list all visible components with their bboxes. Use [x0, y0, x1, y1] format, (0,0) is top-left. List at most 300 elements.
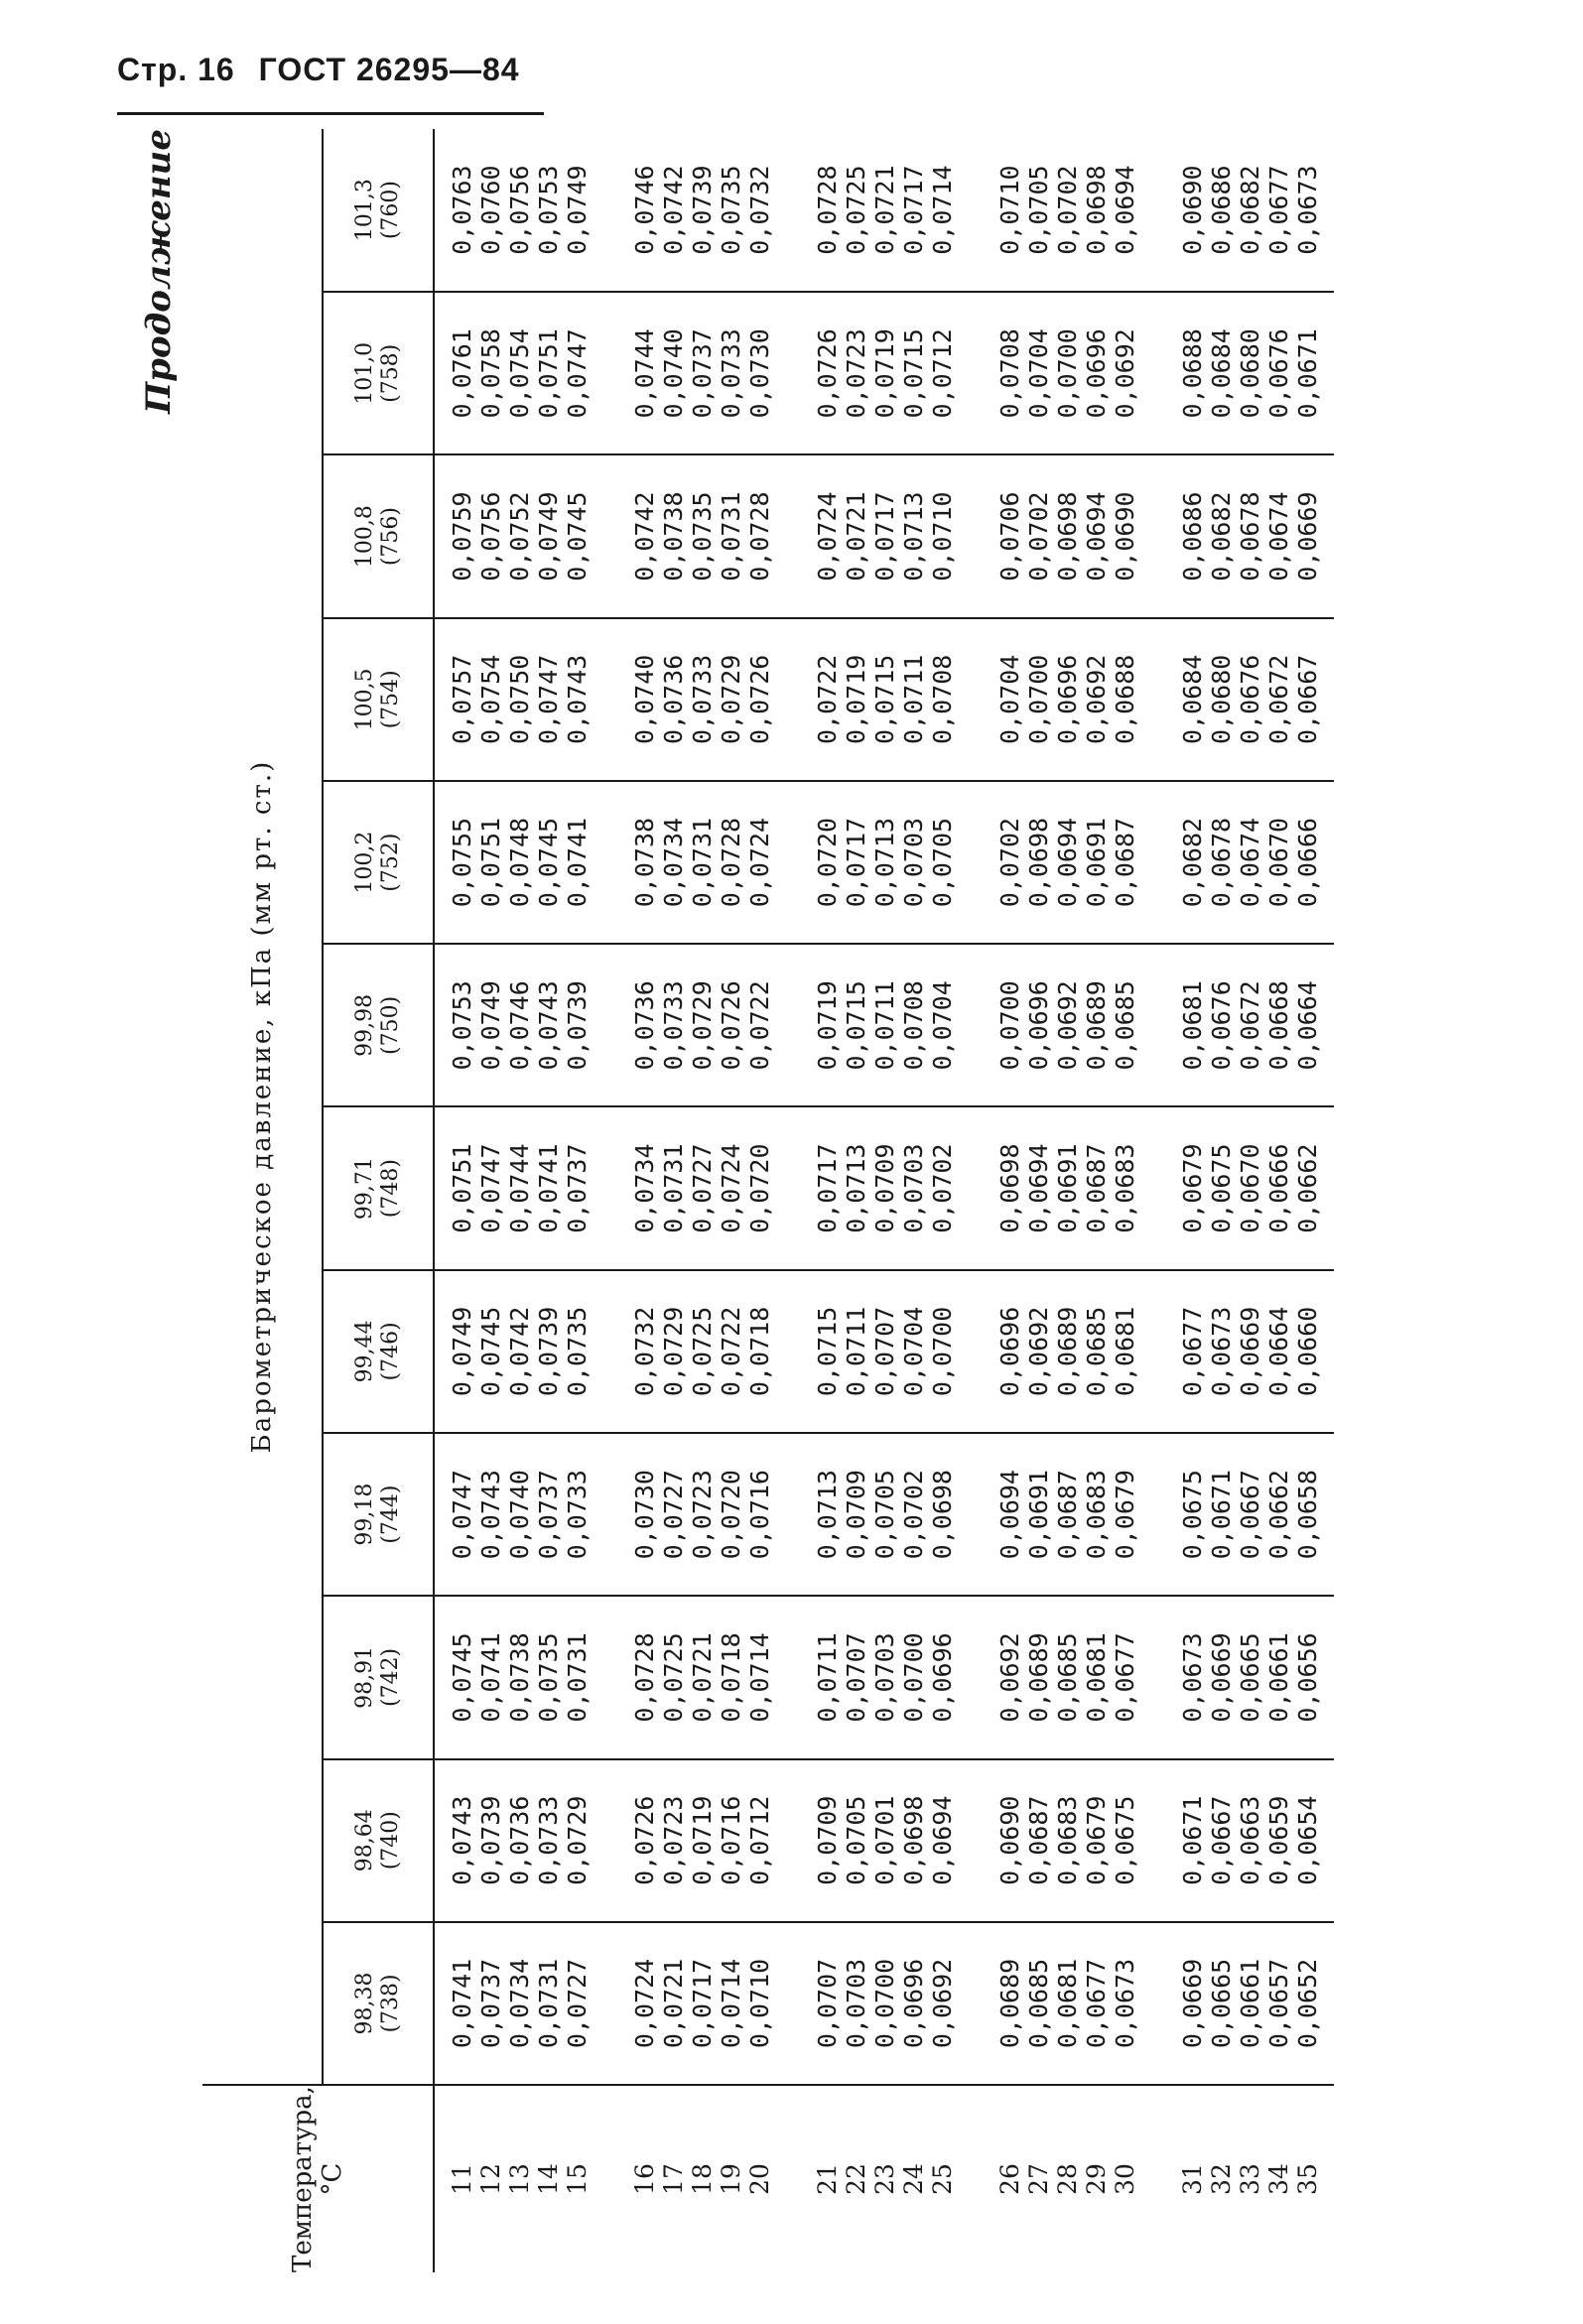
- temperature-value: 35: [1292, 2163, 1322, 2195]
- table-value: 0,0666: [1263, 1143, 1293, 1233]
- table-value: 0,0730: [744, 328, 774, 419]
- table-value: 0,0725: [687, 1306, 717, 1397]
- value-cell: [1151, 292, 1334, 454]
- table-value: 0,0682: [1177, 817, 1207, 908]
- page-header: [117, 52, 534, 121]
- value-cell: [1151, 944, 1334, 1106]
- table-value: 0,0700: [1023, 654, 1053, 744]
- table-value: 0,0664: [1292, 980, 1322, 1071]
- table-value: 0,0709: [869, 1143, 899, 1233]
- table-value: 0,0687: [1110, 817, 1139, 908]
- table-value: 0,0708: [898, 980, 928, 1071]
- table-value: 0,0710: [744, 1958, 774, 2049]
- value-cell: [1151, 1433, 1334, 1596]
- table-value: 0,0746: [629, 165, 659, 255]
- table-value: 0,0714: [927, 165, 957, 255]
- table-value: 0,0694: [1023, 1143, 1053, 1233]
- pressure-mmhg: (748): [378, 1159, 403, 1219]
- table-value: 0,0709: [812, 1795, 842, 1885]
- pressure-mmhg: (740): [378, 1811, 403, 1871]
- table-value: 0,0720: [716, 1470, 745, 1560]
- table-value: 0,0689: [1081, 980, 1111, 1071]
- table-value: 0,0739: [562, 980, 592, 1071]
- table-value: 0,0731: [687, 817, 717, 908]
- table-value: 0,0720: [812, 817, 842, 908]
- table-value: 0,0756: [504, 165, 534, 255]
- value-cell: [786, 944, 969, 1106]
- table-value: 0,0675: [1177, 1470, 1207, 1560]
- pressure-mmhg: (758): [378, 343, 403, 403]
- table-value: 0,0733: [716, 328, 745, 419]
- table-value: 0,0737: [687, 328, 717, 419]
- table-value: 0,0747: [562, 328, 592, 419]
- table-value: 0,0685: [1081, 1306, 1111, 1397]
- table-value: 0,0683: [1110, 1143, 1139, 1233]
- pressure-kpa: 101,3: [352, 179, 377, 242]
- pressure-column-header: [323, 1922, 434, 2085]
- value-cell: [969, 1596, 1151, 1758]
- temperature-cell: [969, 2085, 1151, 2272]
- table-value: 0,0728: [812, 165, 842, 255]
- table-value: 0,0671: [1177, 1795, 1207, 1885]
- table-value: 0,0715: [869, 654, 899, 744]
- table-value: 0,0721: [658, 1958, 688, 2049]
- table-value: 0,0751: [533, 328, 563, 419]
- table-value: 0,0741: [533, 1143, 563, 1233]
- table-value: 0,0675: [1206, 1143, 1236, 1233]
- value-cell: [786, 292, 969, 454]
- table-value: 0,0741: [475, 1632, 505, 1723]
- table-value: 0,0763: [447, 165, 476, 255]
- table-value: 0,0722: [716, 1306, 745, 1397]
- table-value: 0,0728: [744, 491, 774, 581]
- table-value: 0,0679: [1177, 1143, 1207, 1233]
- table-value: 0,0676: [1235, 654, 1264, 744]
- table-value: 0,0739: [687, 165, 717, 255]
- table-value: 0,0748: [504, 817, 534, 908]
- table-value: 0,0698: [898, 1795, 928, 1885]
- table-value: 0,0667: [1292, 654, 1322, 744]
- table-value: 0,0733: [533, 1795, 563, 1885]
- table-value: 0,0728: [716, 817, 745, 908]
- pressure-correction-table: [202, 129, 1334, 2272]
- table-value: 0,0708: [927, 654, 957, 744]
- table-value: 0,0747: [447, 1470, 476, 1560]
- table-value: 0,0696: [1023, 980, 1053, 1071]
- table-value: 0,0689: [1023, 1632, 1053, 1723]
- table-value: 0,0723: [841, 328, 870, 419]
- value-cell: [603, 1596, 786, 1758]
- table-value: 0,0743: [562, 654, 592, 744]
- table-row: [603, 129, 786, 2272]
- table-value: 0,0671: [1292, 328, 1322, 419]
- table-value: 0,0690: [1110, 491, 1139, 581]
- table-value: 0,0711: [812, 1632, 842, 1723]
- table-value: 0,0751: [475, 817, 505, 908]
- table-value: 0,0721: [841, 491, 870, 581]
- value-cell: [786, 1759, 969, 1922]
- pressure-kpa: 98,91: [352, 1645, 377, 1709]
- value-cell: [969, 129, 1151, 292]
- table-value: 0,0698: [994, 1143, 1024, 1233]
- table-value: 0,0700: [927, 1306, 957, 1397]
- table-value: 0,0670: [1235, 1143, 1264, 1233]
- table-value: 0,0726: [629, 1795, 659, 1885]
- value-cell: [1151, 781, 1334, 944]
- table-value: 0,0700: [869, 1958, 899, 2049]
- pressure-column-header: [323, 1270, 434, 1433]
- value-cell: [969, 944, 1151, 1106]
- temperature-value: 22: [841, 2163, 870, 2195]
- table-value: 0,0741: [447, 1958, 476, 2049]
- table-value: 0,0685: [1110, 980, 1139, 1071]
- value-cell: [1151, 618, 1334, 781]
- table-value: 0,0731: [562, 1632, 592, 1723]
- table-value: 0,0703: [898, 1143, 928, 1233]
- table-value: 0,0690: [1177, 165, 1207, 255]
- table-value: 0,0735: [562, 1306, 592, 1397]
- value-cell: [434, 129, 603, 292]
- value-cell: [434, 1433, 603, 1596]
- table-value: 0,0669: [1292, 491, 1322, 581]
- table-value: 0,0670: [1263, 817, 1293, 908]
- table-value: 0,0700: [994, 980, 1024, 1071]
- table-value: 0,0742: [504, 1306, 534, 1397]
- table-value: 0,0681: [1081, 1632, 1111, 1723]
- value-cell: [434, 1107, 603, 1270]
- value-cell: [969, 1759, 1151, 1922]
- table-value: 0,0735: [687, 491, 717, 581]
- table-value: 0,0686: [1177, 491, 1207, 581]
- table-value: 0,0698: [1052, 491, 1082, 581]
- temperature-value: 31: [1177, 2163, 1207, 2195]
- table-value: 0,0749: [475, 980, 505, 1071]
- table-value: 0,0692: [1023, 1306, 1053, 1397]
- table-value: 0,0745: [447, 1632, 476, 1723]
- table-value: 0,0700: [1052, 328, 1082, 419]
- table-value: 0,0696: [1081, 328, 1111, 419]
- table-value: 0,0732: [629, 1306, 659, 1397]
- temperature-value: 19: [716, 2163, 745, 2195]
- table-value: 0,0713: [869, 817, 899, 908]
- table-value: 0,0691: [1023, 1470, 1053, 1560]
- table-value: 0,0711: [841, 1306, 870, 1397]
- table-value: 0,0702: [1052, 165, 1082, 255]
- table-value: 0,0727: [562, 1958, 592, 2049]
- table-value: 0,0665: [1206, 1958, 1236, 2049]
- table-value: 0,0725: [658, 1632, 688, 1723]
- temperature-value: 13: [504, 2163, 534, 2195]
- table-value: 0,0722: [744, 980, 774, 1071]
- value-cell: [434, 454, 603, 617]
- table-value: 0,0722: [812, 654, 842, 744]
- value-cell: [434, 1922, 603, 2085]
- table-value: 0,0692: [1052, 980, 1082, 1071]
- table-value: 0,0658: [1292, 1470, 1322, 1560]
- table-value: 0,0678: [1206, 817, 1236, 908]
- table-value: 0,0707: [812, 1958, 842, 2049]
- table-value: 0,0740: [504, 1470, 534, 1560]
- pressure-column-header: [323, 781, 434, 944]
- temperature-value: 11: [447, 2163, 476, 2195]
- table-value: 0,0724: [812, 491, 842, 581]
- temperature-value: 34: [1263, 2163, 1293, 2195]
- temperature-value: 28: [1052, 2163, 1082, 2195]
- table-value: 0,0692: [1110, 328, 1139, 419]
- table-value: 0,0666: [1292, 817, 1322, 908]
- table-value: 0,0745: [475, 1306, 505, 1397]
- table-value: 0,0739: [475, 1795, 505, 1885]
- table-value: 0,0671: [1206, 1470, 1236, 1560]
- table-value: 0,0760: [475, 165, 505, 255]
- table-value: 0,0754: [504, 328, 534, 419]
- table-value: 0,0709: [841, 1470, 870, 1560]
- table-value: 0,0661: [1263, 1632, 1293, 1723]
- value-cell: [603, 1433, 786, 1596]
- pressure-kpa: 99,71: [352, 1157, 377, 1221]
- table-value: 0,0724: [716, 1143, 745, 1233]
- table-value: 0,0688: [1110, 654, 1139, 744]
- table-value: 0,0707: [869, 1306, 899, 1397]
- table-value: 0,0724: [629, 1958, 659, 2049]
- table-value: 0,0710: [994, 165, 1024, 255]
- table-value: 0,0747: [475, 1143, 505, 1233]
- table-value: 0,0723: [658, 1795, 688, 1885]
- table-value: 0,0667: [1206, 1795, 1236, 1885]
- table-value: 0,0719: [687, 1795, 717, 1885]
- table-value: 0,0676: [1206, 980, 1236, 1071]
- value-cell: [969, 454, 1151, 617]
- table-value: 0,0676: [1263, 328, 1293, 419]
- table-value: 0,0687: [1023, 1795, 1053, 1885]
- pressure-column-header: [323, 454, 434, 617]
- table-value: 0,0677: [1081, 1958, 1111, 2049]
- pressure-kpa: 99,44: [352, 1320, 377, 1383]
- table-value: 0,0673: [1206, 1306, 1236, 1397]
- temperature-cell: [786, 2085, 969, 2272]
- table-value: 0,0753: [447, 980, 476, 1071]
- table-value: 0,0673: [1110, 1958, 1139, 2049]
- table-value: 0,0687: [1052, 1470, 1082, 1560]
- table-value: 0,0711: [869, 980, 899, 1071]
- table-value: 0,0683: [1052, 1795, 1082, 1885]
- table-value: 0,0758: [475, 328, 505, 419]
- temperature-value: 23: [869, 2163, 899, 2195]
- table-value: 0,0706: [994, 491, 1024, 581]
- table-value: 0,0721: [687, 1632, 717, 1723]
- pressure-mmhg: (742): [378, 1647, 403, 1708]
- table-value: 0,0703: [869, 1632, 899, 1723]
- table-value: 0,0721: [869, 165, 899, 255]
- table-value: 0,0694: [1081, 491, 1111, 581]
- table-value: 0,0672: [1235, 980, 1264, 1071]
- table-value: 0,0657: [1263, 1958, 1293, 2049]
- temperature-value: 24: [898, 2163, 928, 2195]
- table-value: 0,0682: [1235, 165, 1264, 255]
- table-value: 0,0674: [1263, 491, 1293, 581]
- table-value: 0,0673: [1177, 1632, 1207, 1723]
- table-value: 0,0712: [927, 328, 957, 419]
- table-value: 0,0715: [841, 980, 870, 1071]
- table-value: 0,0711: [898, 654, 928, 744]
- table-value: 0,0677: [1263, 165, 1293, 255]
- temperature-value: 18: [687, 2163, 717, 2195]
- table-value: 0,0669: [1235, 1306, 1264, 1397]
- pressure-mmhg: (756): [378, 506, 403, 567]
- table-value: 0,0680: [1206, 654, 1236, 744]
- table-value: 0,0705: [1023, 165, 1053, 255]
- table-value: 0,0749: [562, 165, 592, 255]
- table-value: 0,0698: [927, 1470, 957, 1560]
- table-value: 0,0720: [744, 1143, 774, 1233]
- table-value: 0,0712: [744, 1795, 774, 1885]
- table-value: 0,0669: [1177, 1958, 1207, 2049]
- table-row: [1151, 129, 1334, 2272]
- value-cell: [603, 1107, 786, 1270]
- table-value: 0,0718: [716, 1632, 745, 1723]
- table-value: 0,0737: [475, 1958, 505, 2049]
- table-value: 0,0708: [994, 328, 1024, 419]
- pressure-mmhg: (750): [378, 995, 403, 1055]
- table-value: 0,0726: [716, 980, 745, 1071]
- value-cell: [434, 944, 603, 1106]
- table-value: 0,0686: [1206, 165, 1236, 255]
- table-value: 0,0745: [562, 491, 592, 581]
- table-value: 0,0743: [447, 1795, 476, 1885]
- value-cell: [1151, 1596, 1334, 1758]
- pressure-column-header: [323, 292, 434, 454]
- temperature-value: 25: [927, 2163, 957, 2195]
- pressure-kpa: 98,64: [352, 1809, 377, 1872]
- pressure-column-header: [323, 1107, 434, 1270]
- table-value: 0,0713: [841, 1143, 870, 1233]
- table-value: 0,0698: [1081, 165, 1111, 255]
- table-value: 0,0744: [629, 328, 659, 419]
- value-cell: [786, 781, 969, 944]
- temperature-value: 33: [1235, 2163, 1264, 2195]
- table-value: 0,0660: [1292, 1306, 1322, 1397]
- table-value: 0,0678: [1235, 491, 1264, 581]
- table-value: 0,0690: [994, 1795, 1024, 1885]
- table-value: 0,0687: [1081, 1143, 1111, 1233]
- table-value: 0,0662: [1263, 1470, 1293, 1560]
- table-value: 0,0702: [927, 1143, 957, 1233]
- pressure-mmhg: (746): [378, 1322, 403, 1381]
- table-value: 0,0714: [744, 1632, 774, 1723]
- value-cell: [603, 1922, 786, 2085]
- table-value: 0,0736: [658, 654, 688, 744]
- header-underline: [117, 112, 544, 115]
- table-value: 0,0669: [1206, 1632, 1236, 1723]
- value-cell: [969, 1270, 1151, 1433]
- table-value: 0,0735: [533, 1632, 563, 1723]
- table-value: 0,0702: [994, 817, 1024, 908]
- value-cell: [969, 1922, 1151, 2085]
- table-value: 0,0677: [1177, 1306, 1207, 1397]
- pressure-title: Барометрическое давление, кПа (мм рт. ст.): [202, 129, 323, 2085]
- table-value: 0,0713: [812, 1470, 842, 1560]
- table-value: 0,0662: [1292, 1143, 1322, 1233]
- continuation-label: Продолжение: [139, 129, 179, 414]
- table-value: 0,0735: [716, 165, 745, 255]
- value-cell: [1151, 454, 1334, 617]
- table-value: 0,0675: [1110, 1795, 1139, 1885]
- pressure-column-header: [323, 1596, 434, 1758]
- table-value: 0,0703: [841, 1958, 870, 2049]
- table-value: 0,0724: [744, 817, 774, 908]
- table-value: 0,0750: [504, 654, 534, 744]
- temperature-value: 14: [533, 2163, 563, 2195]
- table-value: 0,0736: [629, 980, 659, 1071]
- temperature-value: 27: [1023, 2163, 1053, 2195]
- table-value: 0,0719: [841, 654, 870, 744]
- table-value: 0,0694: [927, 1795, 957, 1885]
- table-value: 0,0740: [658, 328, 688, 419]
- value-cell: [434, 1596, 603, 1758]
- table-value: 0,0681: [1177, 980, 1207, 1071]
- table-value: 0,0746: [504, 980, 534, 1071]
- table-value: 0,0710: [927, 491, 957, 581]
- pressure-kpa: 101,0: [352, 341, 377, 405]
- table-value: 0,0723: [687, 1470, 717, 1560]
- table-value: 0,0734: [504, 1958, 534, 2049]
- table-value: 0,0738: [504, 1632, 534, 1723]
- table-value: 0,0726: [812, 328, 842, 419]
- table-value: 0,0681: [1110, 1306, 1139, 1397]
- table-value: 0,0684: [1177, 654, 1207, 744]
- table-value: 0,0682: [1206, 491, 1236, 581]
- table-value: 0,0673: [1292, 165, 1322, 255]
- table-value: 0,0729: [716, 654, 745, 744]
- table-value: 0,0731: [533, 1958, 563, 2049]
- temperature-value: 17: [658, 2163, 688, 2195]
- table-value: 0,0737: [533, 1470, 563, 1560]
- table-value: 0,0755: [447, 817, 476, 908]
- pressure-mmhg: (754): [378, 670, 403, 729]
- table-value: 0,0733: [687, 654, 717, 744]
- temperature-value: 32: [1206, 2163, 1236, 2195]
- table-value: 0,0727: [687, 1143, 717, 1233]
- temperature-value: 29: [1081, 2163, 1111, 2195]
- table-value: 0,0747: [533, 654, 563, 744]
- table-value: 0,0730: [629, 1470, 659, 1560]
- standard-designation: ГОСТ 26295—84: [258, 52, 520, 87]
- table-value: 0,0696: [898, 1958, 928, 2049]
- pressure-kpa: 99,98: [352, 993, 377, 1057]
- value-cell: [1151, 129, 1334, 292]
- value-cell: [786, 1270, 969, 1433]
- value-cell: [969, 781, 1151, 944]
- table-value: 0,0739: [533, 1306, 563, 1397]
- table-value: 0,0738: [658, 491, 688, 581]
- table-value: 0,0742: [629, 491, 659, 581]
- table-value: 0,0667: [1235, 1470, 1264, 1560]
- value-cell: [603, 454, 786, 617]
- table-row: [434, 129, 603, 2272]
- table-value: 0,0698: [1023, 817, 1053, 908]
- rotated-table-sheet: [139, 129, 1469, 2272]
- table-value: 0,0731: [658, 1143, 688, 1233]
- table-value: 0,0719: [869, 328, 899, 419]
- table-value: 0,0700: [898, 1632, 928, 1723]
- value-cell: [786, 618, 969, 781]
- table-value: 0,0757: [447, 654, 476, 744]
- pressure-mmhg: (738): [378, 1974, 403, 2033]
- table-value: 0,0717: [812, 1143, 842, 1233]
- table-value: 0,0733: [658, 980, 688, 1071]
- table-value: 0,0740: [629, 654, 659, 744]
- table-value: 0,0745: [533, 817, 563, 908]
